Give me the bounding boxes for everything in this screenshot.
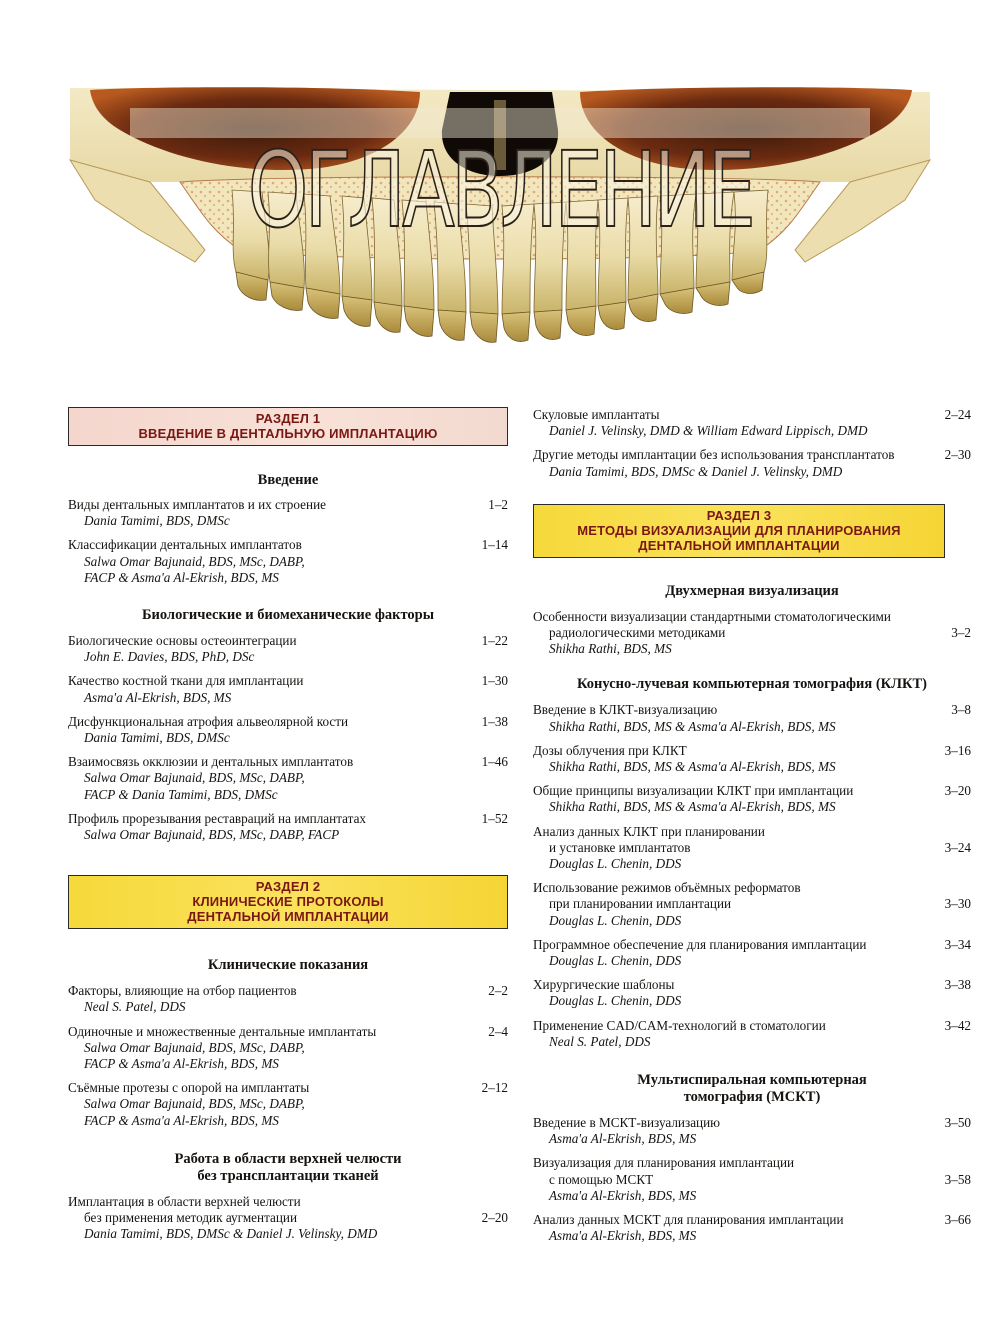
- entry-authors: Douglas L. Chenin, DDS: [549, 856, 682, 872]
- page-number: 3–66: [944, 1212, 971, 1228]
- toc-entry[interactable]: [68, 714, 508, 746]
- entry-title: и установке имплантатов: [549, 839, 691, 855]
- entry-title: Хирургические шаблоны: [533, 977, 675, 993]
- toc-entry[interactable]: [533, 702, 971, 734]
- entry-title: Виды дентальных имплантатов и их строение: [68, 497, 326, 512]
- entry-title: Классификации дентальных имплантатов: [68, 537, 302, 553]
- entry-title: Особенности визуализации стандартными стоматологическими: [533, 608, 891, 624]
- entry-title: Использование режимов объёмных реформатов: [533, 880, 801, 896]
- toc-entry[interactable]: [68, 754, 508, 803]
- entry-title: Программное обеспечение для планирования имплантации: [533, 936, 867, 952]
- page-number: 3–42: [944, 1017, 971, 1033]
- group-heading: Введение: [257, 472, 319, 488]
- entry-authors: Douglas L. Chenin, DDS: [549, 993, 682, 1009]
- entry-authors: Asma'a Al-Ekrish, BDS, MS: [84, 689, 232, 705]
- section-label: РАЗДЕЛ 3: [706, 507, 772, 523]
- group-heading: Конусно-лучевая компьютерная томография (КЛКТ): [577, 676, 927, 693]
- toc-entry[interactable]: [68, 633, 508, 665]
- page-number: 3–58: [944, 1171, 971, 1187]
- entry-authors: Neal S. Patel, DDS: [549, 1033, 651, 1049]
- group-heading-line: без трансплантации тканей: [197, 1167, 379, 1184]
- group-heading-line: Мультиспиральная компьютерная: [637, 1072, 867, 1089]
- group-heading: Двухмерная визуализация: [665, 582, 839, 599]
- page-number: 1–2: [488, 497, 508, 512]
- page-number: 3–30: [944, 896, 971, 912]
- section-banner-3: [533, 504, 945, 558]
- page-number: 2–30: [944, 447, 971, 463]
- entry-title: Одиночные и множественные дентальные имплантаты: [68, 1023, 377, 1039]
- toc-right-column: [533, 407, 971, 1245]
- section-name: ДЕНТАЛЬНОЙ ИМПЛАНТАЦИИ: [638, 537, 840, 553]
- toc-entry[interactable]: [68, 497, 508, 529]
- toc-entry[interactable]: [533, 447, 971, 479]
- page-number: 1–30: [481, 673, 508, 689]
- entry-title: Анализ данных МСКТ для планирования имплантации: [533, 1212, 844, 1228]
- entry-title: Визуализация для планирования имплантации: [533, 1155, 795, 1171]
- page-number: 3–2: [951, 625, 971, 641]
- entry-title: при планировании имплантации: [549, 896, 732, 912]
- entry-authors: Daniel J. Velinsky, DMD & William Edward Lippisch, DMD: [549, 423, 868, 439]
- entry-authors: Salwa Omar Bajunaid, BDS, MSc, DABP, FACP: [84, 827, 340, 843]
- toc-entry[interactable]: [533, 1115, 971, 1147]
- entry-title: Биологические основы остеоинтеграции: [68, 633, 297, 649]
- section-name: ДЕНТАЛЬНОЙ ИМПЛАНТАЦИИ: [187, 909, 389, 925]
- entry-authors: Salwa Omar Bajunaid, BDS, MSc, DABP,: [84, 1096, 305, 1112]
- section-name: ВВЕДЕНИЕ В ДЕНТАЛЬНУЮ ИМПЛАНТАЦИЮ: [138, 426, 438, 441]
- group-heading: [68, 1151, 508, 1185]
- entry-authors: Neal S. Patel, DDS: [84, 999, 186, 1015]
- entry-title: Съёмные протезы с опорой на имплантаты: [68, 1080, 310, 1096]
- group-heading-line: томография (МСКТ): [683, 1089, 821, 1106]
- entry-authors: Shikha Rathi, BDS, MS & Asma'a Al-Ekrish, BDS, MS: [549, 759, 836, 775]
- entry-title: Взаимосвязь окклюзии и дентальных имплантатов: [68, 754, 354, 770]
- toc-entry[interactable]: [533, 977, 971, 1009]
- entry-authors: Dania Tamimi, BDS, DMSc & Daniel J. Velinsky, DMD: [84, 1226, 378, 1242]
- section-label: РАЗДЕЛ 2: [255, 879, 321, 895]
- toc-left-column: [68, 407, 508, 1242]
- entry-title: без применения методик аугментации: [84, 1210, 298, 1226]
- entry-title: Профиль прорезывания реставраций на имплантатах: [68, 810, 367, 826]
- toc-entry[interactable]: [68, 1194, 508, 1243]
- toc-entry[interactable]: [68, 1024, 508, 1073]
- entry-title: Общие принципы визуализации КЛКТ при имплантации: [533, 783, 854, 799]
- entry-title: Применение CAD/CAM-технологий в стоматологии: [533, 1017, 826, 1033]
- entry-title: Анализ данных КЛКТ при планировании: [533, 823, 765, 839]
- toc-entry[interactable]: [533, 407, 971, 439]
- section-banner-1: [68, 407, 508, 446]
- entry-authors: Douglas L. Chenin, DDS: [549, 953, 682, 969]
- entry-title: Дозы облучения при КЛКТ: [533, 742, 687, 758]
- entry-authors: John E. Davies, BDS, PhD, DSc: [84, 649, 255, 665]
- toc-entry[interactable]: [533, 1212, 971, 1244]
- page-number: 1–22: [481, 633, 508, 649]
- entry-authors: FACP & Asma'a Al-Ekrish, BDS, MS: [84, 1056, 279, 1072]
- section-banner-2: [68, 875, 508, 929]
- entry-authors: Shikha Rathi, BDS, MS: [549, 641, 672, 657]
- page-number: 3–8: [951, 702, 971, 718]
- page-number: 2–12: [481, 1080, 508, 1096]
- toc-entry[interactable]: [68, 983, 508, 1015]
- page-number: 2–24: [944, 407, 971, 422]
- page-number: 3–24: [944, 839, 971, 855]
- page-number: 1–52: [481, 810, 508, 826]
- section-name: МЕТОДЫ ВИЗУАЛИЗАЦИИ ДЛЯ ПЛАНИРОВАНИЯ: [577, 522, 901, 538]
- page-number: 2–20: [481, 1210, 508, 1226]
- entry-title: Введение в МСКТ-визуализацию: [533, 1115, 721, 1131]
- entry-authors: Shikha Rathi, BDS, MS & Asma'a Al-Ekrish, BDS, MS: [549, 799, 836, 815]
- group-heading-line: Работа в области верхней челюсти: [174, 1150, 402, 1167]
- entry-title: Скуловые имплантаты: [533, 407, 660, 422]
- page-title: ОГЛАВЛЕНИЕ: [247, 129, 753, 251]
- entry-authors: Shikha Rathi, BDS, MS & Asma'a Al-Ekrish, BDS, MS: [549, 718, 836, 734]
- entry-authors: Dania Tamimi, BDS, DMSc: [84, 513, 230, 529]
- entry-authors: Salwa Omar Bajunaid, BDS, MSc, DABP,: [84, 770, 305, 786]
- page-number: 1–38: [481, 713, 508, 729]
- entry-title: Другие методы имплантации без использования трансплантатов: [533, 447, 895, 463]
- entry-authors: FACP & Asma'a Al-Ekrish, BDS, MS: [84, 1112, 279, 1128]
- entry-authors: Dania Tamimi, BDS, DMSc: [84, 730, 230, 746]
- toc-entry[interactable]: [68, 673, 508, 705]
- entry-authors: Asma'a Al-Ekrish, BDS, MS: [549, 1187, 697, 1203]
- entry-title: радиологическими методиками: [549, 625, 726, 641]
- entry-authors: FACP & Asma'a Al-Ekrish, BDS, MS: [84, 569, 279, 585]
- page-number: 1–46: [481, 754, 508, 770]
- entry-authors: Asma'a Al-Ekrish, BDS, MS: [549, 1131, 697, 1147]
- section-name: КЛИНИЧЕСКИЕ ПРОТОКОЛЫ: [192, 894, 384, 910]
- toc-entry[interactable]: [533, 880, 971, 929]
- page-number: 3–50: [944, 1115, 971, 1131]
- group-heading: Клинические показания: [207, 957, 369, 974]
- entry-authors: Salwa Omar Bajunaid, BDS, MSc, DABP,: [84, 553, 305, 569]
- toc-entry[interactable]: [533, 1155, 971, 1204]
- page-number: 3–34: [944, 936, 971, 952]
- entry-authors: Dania Tamimi, BDS, DMSc & Daniel J. Velinsky, DMD: [549, 463, 843, 479]
- entry-title: Введение в КЛКТ-визуализацию: [533, 702, 718, 718]
- group-heading: Биологические и биомеханические факторы: [141, 607, 435, 624]
- toc-entry[interactable]: [68, 811, 508, 843]
- page-number: 3–16: [944, 742, 971, 758]
- toc-entry[interactable]: [533, 743, 971, 775]
- toc-entry[interactable]: [533, 824, 971, 873]
- page-number: 1–14: [481, 537, 508, 553]
- entry-authors: Asma'a Al-Ekrish, BDS, MS: [549, 1228, 697, 1244]
- section-label: РАЗДЕЛ 1: [255, 411, 321, 426]
- entry-authors: Douglas L. Chenin, DDS: [549, 912, 682, 928]
- entry-title: с помощью МСКТ: [549, 1171, 654, 1187]
- entry-authors: FACP & Dania Tamimi, BDS, DMSc: [84, 786, 278, 802]
- entry-authors: Salwa Omar Bajunaid, BDS, MSc, DABP,: [84, 1039, 305, 1055]
- entry-title: Факторы, влияющие на отбор пациентов: [68, 983, 297, 999]
- toc-entry[interactable]: [533, 783, 971, 815]
- page-number: 2–4: [488, 1023, 508, 1039]
- page-number: 3–20: [944, 783, 971, 799]
- entry-title: Качество костной ткани для имплантации: [68, 673, 304, 689]
- toc-entry[interactable]: [68, 1080, 508, 1129]
- toc-entry[interactable]: [68, 537, 508, 586]
- page-number: 2–2: [488, 983, 508, 999]
- entry-title: Дисфункциональная атрофия альвеолярной кости: [68, 713, 349, 729]
- group-heading: [533, 1072, 971, 1106]
- toc-entry[interactable]: [533, 1018, 971, 1050]
- toc-entry[interactable]: [533, 937, 971, 969]
- toc-entry[interactable]: [533, 609, 971, 658]
- page-number: 3–38: [944, 977, 971, 993]
- entry-title: Имплантация в области верхней челюсти: [68, 1193, 301, 1209]
